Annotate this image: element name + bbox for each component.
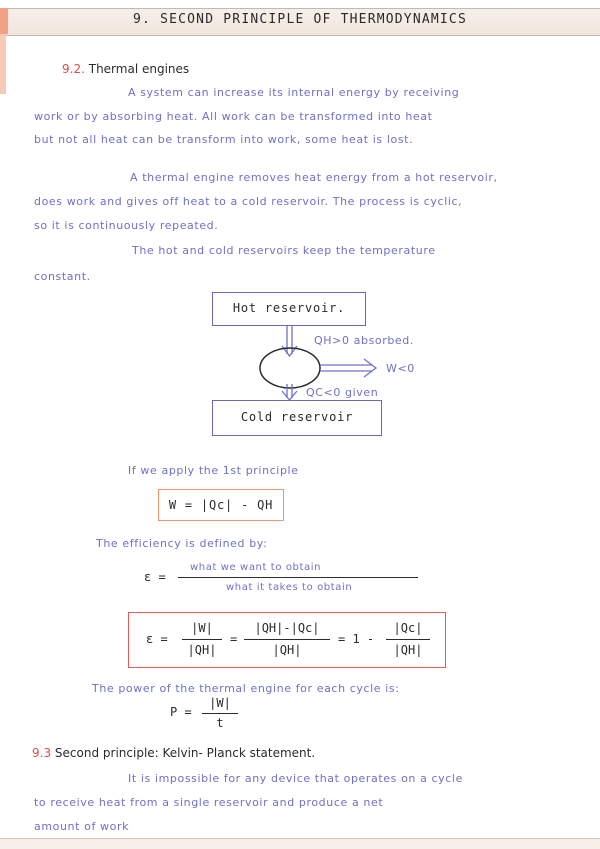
term3-numerator: |Qc| <box>393 621 423 635</box>
paragraph-line: but not all heat can be transform into work, some heat is lost. <box>34 133 414 146</box>
efficiency-symbol: ε = <box>144 570 166 584</box>
power-text: The power of the thermal engine for each cycle is: <box>92 682 400 695</box>
section-number: 9.2. <box>62 62 85 76</box>
fraction-line <box>202 713 238 714</box>
section-heading <box>32 746 315 760</box>
section-number: 9.3 <box>32 746 52 760</box>
paragraph-line: to receive heat from a single reservoir and produce a net <box>34 796 384 809</box>
section-title: Thermal engines <box>88 62 190 76</box>
paragraph-line: so it is continuously repeated. <box>34 219 219 232</box>
term3-denominator: |QH| <box>393 643 423 657</box>
equals-one-minus: = 1 - <box>338 632 375 646</box>
paragraph-line: A thermal engine removes heat energy from a hot reservoir, <box>130 171 498 184</box>
fraction-line <box>182 639 222 640</box>
power-lhs: P = <box>170 705 192 719</box>
qc-given-label: QC<0 given <box>306 386 379 399</box>
section-title: Second principle: Kelvin- Planck statement. <box>54 746 316 760</box>
fraction-line <box>178 577 418 578</box>
paragraph-line: The hot and cold reservoirs keep the temperature <box>132 244 436 257</box>
formula-lhs: ε = <box>146 632 168 646</box>
equals-sign: = <box>230 632 238 646</box>
cold-reservoir-label: Cold reservoir <box>240 410 354 424</box>
fraction-line <box>386 639 430 640</box>
power-numerator: |W| <box>209 696 231 710</box>
hot-reservoir-label: Hot reservoir. <box>232 301 346 315</box>
efficiency-intro: The efficiency is defined by: <box>96 537 268 550</box>
efficiency-numerator: what we want to obtain <box>190 562 322 573</box>
qh-absorbed-label: QH>0 absorbed. <box>314 334 414 347</box>
bottom-band <box>0 838 600 849</box>
work-label: W<0 <box>386 362 415 375</box>
term2-numerator: |QH|-|Qc| <box>254 621 320 635</box>
paragraph-line: It is impossible for any device that operates on a cycle <box>128 772 463 785</box>
work-formula: W = |Qc| - QH <box>168 498 274 512</box>
fraction-line <box>244 639 330 640</box>
work-formula-box <box>158 489 284 521</box>
term1-denominator: |QH| <box>187 643 217 657</box>
paragraph-line: A system can increase its internal energy by receiving <box>128 86 460 99</box>
power-denominator: t <box>216 716 224 730</box>
term1-numerator: |W| <box>191 621 213 635</box>
page-title: 9. SECOND PRINCIPLE OF THERMODYNAMICS <box>133 12 467 27</box>
paragraph-line: does work and gives off heat to a cold reservoir. The process is cyclic, <box>34 195 463 208</box>
term2-denominator: |QH| <box>272 643 302 657</box>
paragraph-line: constant. <box>34 270 91 283</box>
first-principle-text: If we apply the 1st principle <box>128 464 299 477</box>
paragraph-line: amount of work <box>34 820 130 833</box>
efficiency-denominator: what it takes to obtain <box>226 582 353 593</box>
paragraph-line: work or by absorbing heat. All work can be transformed into heat <box>34 110 433 123</box>
